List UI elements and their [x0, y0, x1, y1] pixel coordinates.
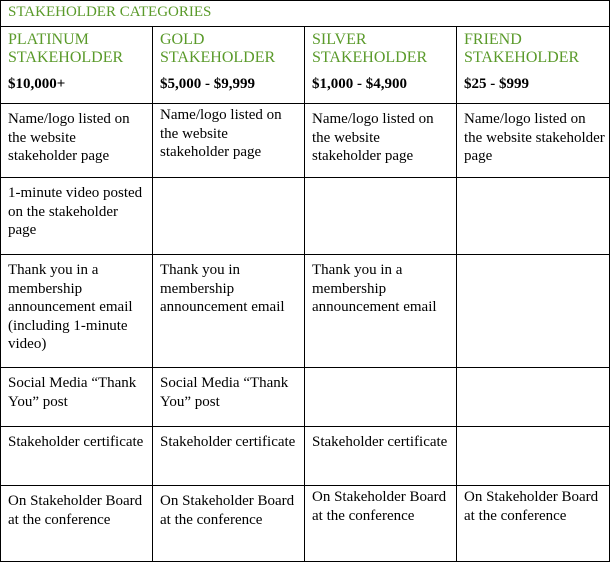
tier-header-friend [457, 27, 610, 104]
benefit-cell: Social Media “Thank You” post [1, 368, 153, 427]
benefit-cell [153, 178, 305, 255]
table-title: STAKEHOLDER CATEGORIES [1, 1, 610, 27]
benefit-cell: Name/logo listed on the website stakeholder page [305, 104, 457, 178]
benefit-cell [457, 368, 610, 427]
table-row [1, 427, 610, 486]
tier-header-row [1, 27, 610, 104]
benefit-cell: Social Media “Thank You” post [153, 368, 305, 427]
benefit-cell [457, 255, 610, 368]
benefit-cell: On Stakeholder Board at the conference [153, 486, 305, 562]
benefit-cell: On Stakeholder Board at the conference [1, 486, 153, 562]
benefit-cell [457, 427, 610, 486]
tier-header-platinum [1, 27, 153, 104]
tier-range: $10,000+ [8, 76, 66, 92]
table-row [1, 255, 610, 368]
tier-range: $5,000 - $9,999 [160, 76, 255, 92]
tier-name: PLATINUM STAKEHOLDER [8, 31, 124, 66]
benefit-cell: Thank you in a membership announcement email (including 1-minute video) [1, 255, 153, 368]
tier-header-silver [305, 27, 457, 104]
tier-name: GOLD STAKEHOLDER [160, 31, 276, 66]
benefit-cell: Stakeholder certificate [1, 427, 153, 486]
table-row [1, 486, 610, 562]
benefit-cell: Name/logo listed on the website stakeholder page [457, 104, 610, 178]
table-row [1, 368, 610, 427]
tier-name: FRIEND STAKEHOLDER [464, 31, 580, 66]
benefit-cell: Thank you in membership announcement email [153, 255, 305, 368]
benefit-cell [305, 178, 457, 255]
table-row [1, 178, 610, 255]
benefit-cell: Thank you in a membership announcement email [305, 255, 457, 368]
benefit-cell: On Stakeholder Board at the conference [457, 486, 610, 562]
tier-name: SILVER STAKEHOLDER [312, 31, 428, 66]
benefit-cell: On Stakeholder Board at the conference [305, 486, 457, 562]
tier-range: $1,000 - $4,900 [312, 76, 407, 92]
title-row [1, 1, 610, 27]
benefit-cell: Stakeholder certificate [305, 427, 457, 486]
benefit-cell: Name/logo listed on the website stakeholder page [153, 104, 305, 178]
benefit-cell [305, 368, 457, 427]
benefit-cell: Name/logo listed on the website stakeholder page [1, 104, 153, 178]
table-row [1, 104, 610, 178]
benefit-cell: 1-minute video posted on the stakeholder page [1, 178, 153, 255]
tier-range: $25 - $999 [464, 76, 529, 92]
benefit-cell [457, 178, 610, 255]
benefit-cell: Stakeholder certificate [153, 427, 305, 486]
tier-header-gold [153, 27, 305, 104]
